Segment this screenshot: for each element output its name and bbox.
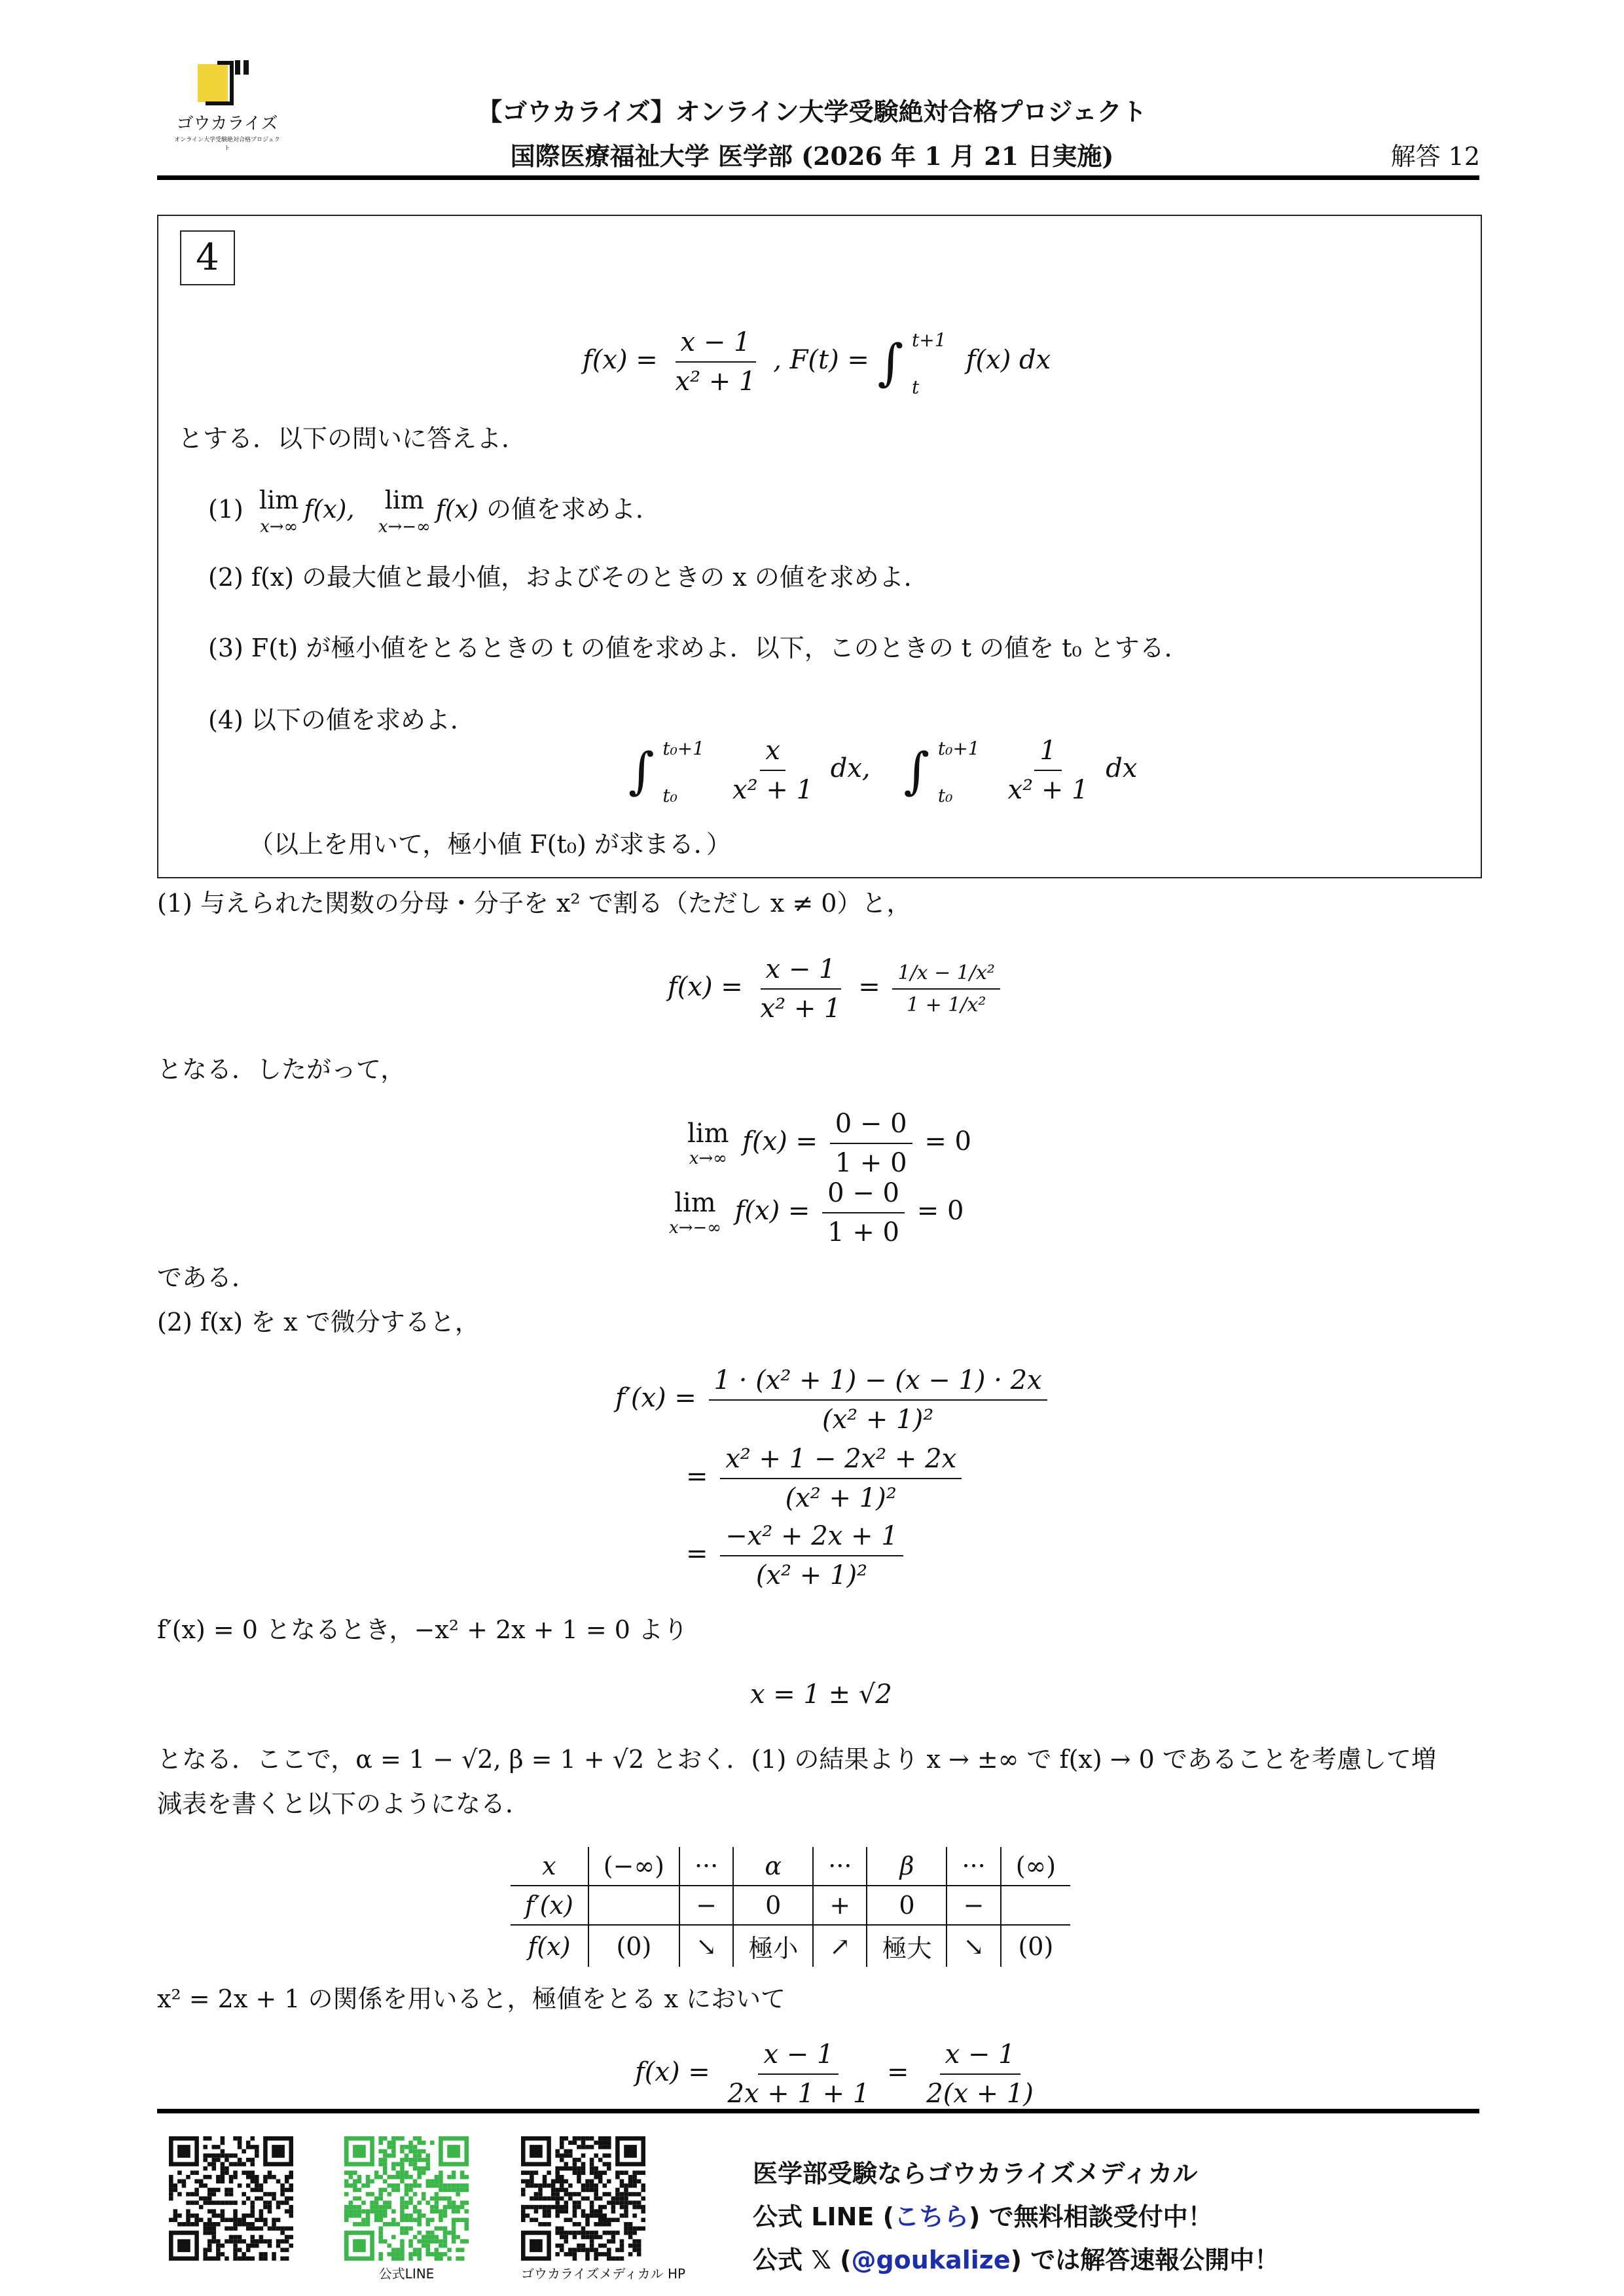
d1-lhs: f′(x) =: [615, 1383, 696, 1413]
problem-number: 4: [180, 230, 235, 285]
solution-1-then: となる．したがって，: [157, 1055, 406, 1084]
qr-hp[interactable]: [521, 2136, 685, 2282]
header-title-1: 【ゴウカライズ】オンライン大学受験絶対合格プロジェクト: [477, 97, 1147, 126]
variation-row: [511, 1847, 1070, 1886]
qr-code-hp-icon: [521, 2136, 645, 2261]
variation-cell: (0): [1001, 1925, 1070, 1967]
def-f-num: x − 1: [676, 327, 756, 363]
s1-lim1-sub: x→∞: [689, 1149, 727, 1168]
s1-den2: 1 + 1/x²: [907, 994, 986, 1016]
roots: x = 1 ± √2: [750, 1679, 892, 1710]
q4-lower-1: t₀: [662, 785, 677, 806]
footer-line-1: 医学部受験ならゴウカライズメディカル: [753, 2159, 1198, 2188]
q4-dx1: dx,: [830, 753, 871, 783]
qr-code-x-icon: [169, 2136, 293, 2261]
solution-1-head: (1) 与えられた関数の分母・分子を x² で割る（ただし x ≠ 0）と，: [157, 889, 912, 918]
solution-1-equation: [668, 954, 1004, 1024]
logo-text: ゴウカライズ: [176, 114, 278, 134]
derivative-line-1: [615, 1365, 1051, 1435]
q1-lim1-sub: x→∞: [260, 517, 298, 537]
q4-note: （以上を用いて，極小値 F(t₀) が求まる．）: [249, 830, 731, 859]
d3-den: (x² + 1)²: [755, 1560, 868, 1590]
s1-num2: 1/x − 1/x²: [892, 961, 1000, 990]
extremum-expression: [635, 2039, 1043, 2109]
variation-cell: x: [511, 1847, 588, 1886]
s1-lim2-den: 1 + 0: [827, 1217, 899, 1247]
s1-lim1: lim: [687, 1119, 729, 1149]
d1-den: (x² + 1)²: [822, 1405, 934, 1435]
variation-table: [511, 1847, 1070, 1967]
variation-cell: α: [733, 1847, 813, 1886]
footer-line-3: [753, 2240, 1279, 2276]
derivative-line-2: [686, 1444, 965, 1513]
derivative-zero: f′(x) = 0 となるとき，−x² + 2x + 1 = 0 より: [157, 1615, 689, 1644]
q4-upper-1: t₀+1: [662, 738, 705, 759]
ex-lhs: f(x) =: [635, 2057, 710, 2087]
q4-i1-den: x² + 1: [732, 775, 814, 805]
q1-label: (1): [208, 495, 244, 524]
def-F-body: f(x) dx: [965, 345, 1051, 375]
d2-eq: =: [686, 1462, 708, 1492]
s1-den: x² + 1: [760, 994, 841, 1024]
q1-tail: の値を求めよ．: [486, 495, 660, 524]
s1-lim1-num: 0 − 0: [830, 1109, 912, 1144]
variation-cell: ↗: [813, 1925, 867, 1967]
qr-x[interactable]: [169, 2136, 293, 2263]
qr-line-caption: 公式LINE: [378, 2266, 435, 2282]
variation-cell: −: [947, 1886, 1000, 1925]
logo-subtext: オンライン大学受験絶対合格プロジェクト: [174, 137, 280, 152]
def-F-lower: t: [912, 376, 920, 398]
variation-cell: +: [813, 1886, 867, 1925]
variation-cell: f(x): [528, 1931, 571, 1961]
s1-lim2: lim: [674, 1188, 716, 1218]
s1-num: x − 1: [761, 954, 841, 990]
q1-fx2: f(x): [435, 495, 478, 524]
q4-lower-2: t₀: [937, 785, 953, 806]
page-number: 解答 12: [1390, 142, 1480, 171]
d3-eq: =: [686, 1539, 708, 1569]
relation-text: x² = 2x + 1 の関係を用いると，極値をとる x において: [157, 1984, 786, 2013]
solution-1-limit-1: [687, 1109, 971, 1178]
variation-cell: 0: [733, 1886, 813, 1925]
q1-fx1: f(x),: [304, 495, 355, 524]
variation-cell: ↘: [679, 1925, 733, 1967]
variation-cell: [1001, 1886, 1070, 1925]
problem-definition: [583, 327, 1051, 397]
s1-fx1: f(x) =: [742, 1126, 818, 1157]
s1-lim2-sub: x→−∞: [669, 1218, 721, 1238]
variation-row: [511, 1925, 1070, 1967]
def-F-upper: t+1: [912, 329, 947, 351]
q4-i2-num: 1: [1034, 736, 1061, 771]
def-f-den: x² + 1: [675, 367, 756, 397]
s1-lim2-res: = 0: [916, 1196, 964, 1226]
solution-2-head: (2) f(x) を x で微分すると，: [157, 1308, 480, 1336]
variation-row: [511, 1886, 1070, 1925]
variation-cell: (∞): [1001, 1847, 1070, 1886]
ex-num: x − 1: [758, 2039, 839, 2075]
variation-cell: ↘: [947, 1925, 1000, 1967]
s1-eq: =: [858, 972, 880, 1002]
footer-line-2-a: 公式 LINE (: [753, 2202, 894, 2231]
q4-integrals: [628, 736, 1137, 805]
def-F-integral: ∫: [877, 332, 904, 391]
q4-integral-1: ∫: [628, 741, 655, 800]
line-link[interactable]: こちら: [893, 2202, 969, 2231]
header-title-2: 国際医療福祉大学 医学部 (2026 年 1 月 21 日実施): [510, 141, 1114, 171]
qr-hp-caption: ゴウカライズメディカル HP: [521, 2266, 686, 2282]
s1-lim1-den: 1 + 0: [835, 1148, 907, 1178]
d3-num: −x² + 2x + 1: [720, 1521, 903, 1556]
question-2: (2) f(x) の最大値と最小値，およびそのときの x の値を求めよ．: [208, 563, 929, 592]
footer-line-2-b: ) で無料相談受付中！: [968, 2202, 1213, 2231]
footer-rule: [157, 2109, 1479, 2113]
footer-line-3-a: 公式 𝕏 (: [753, 2246, 852, 2274]
footer-line-3-b: ) では解答速報公開中！: [1010, 2246, 1280, 2274]
variation-cell: f′(x): [511, 1886, 588, 1925]
variation-cell: ···: [813, 1847, 867, 1886]
variation-cell: (−∞): [588, 1847, 679, 1886]
qr-code-line-icon: [344, 2136, 469, 2261]
solution-2-para-2: 減表を書くと以下のようになる．: [157, 1789, 531, 1818]
ex-den: 2x + 1 + 1: [727, 2079, 870, 2109]
solution-1-limit-2: [669, 1178, 964, 1247]
footer-line-2: [753, 2197, 1213, 2233]
q4-i1-num: x: [760, 736, 785, 771]
variation-cell: 極大: [867, 1925, 947, 1967]
s1-fx2: f(x) =: [734, 1196, 810, 1226]
q1-lim2: lim: [384, 486, 424, 514]
s1-lhs: f(x) =: [668, 972, 743, 1002]
ex-num2: x − 1: [940, 2039, 1020, 2075]
q1-lim1: lim: [259, 486, 299, 514]
solution-2-para-1: となる．ここで，α = 1 − √2, β = 1 + √2 とおく．(1) の結果より x → ±∞ で f(x) → 0 であることを考慮して増: [157, 1745, 1436, 1774]
question-4: (4) 以下の値を求めよ．: [208, 706, 475, 734]
variation-cell: ···: [679, 1847, 733, 1886]
problem-intro: とする．以下の問いに答えよ．: [178, 424, 527, 453]
variation-cell: ···: [947, 1847, 1000, 1886]
variation-cell: 0: [867, 1886, 947, 1925]
q4-i2-den: x² + 1: [1007, 775, 1089, 805]
variation-cell: 極小: [733, 1925, 813, 1967]
header-rule: [157, 175, 1479, 180]
q1-lim2-sub: x→−∞: [378, 517, 431, 537]
ex-eq: =: [887, 2057, 909, 2087]
def-F-lhs: , F(t) =: [773, 345, 869, 375]
d1-num: 1 · (x² + 1) − (x − 1) · 2x: [709, 1365, 1047, 1401]
question-3: (3) F(t) が極小値をとるときの t の値を求めよ．以下，このときの t の値を t₀ とする．: [208, 634, 1189, 662]
variation-cell: β: [867, 1847, 947, 1886]
q4-integral-2: ∫: [903, 741, 930, 800]
derivative-line-3: [686, 1521, 907, 1590]
s1-lim2-num: 0 − 0: [822, 1178, 905, 1213]
s1-lim1-res: = 0: [924, 1126, 972, 1157]
variation-cell: −: [679, 1886, 733, 1925]
q4-dx2: dx: [1106, 753, 1138, 783]
variation-cell: (0): [588, 1925, 679, 1967]
def-f-lhs: f(x) =: [583, 345, 658, 375]
ex-den2: 2(x + 1): [926, 2079, 1034, 2109]
d2-num: x² + 1 − 2x² + 2x: [720, 1444, 962, 1479]
x-link[interactable]: @goukalize: [851, 2246, 1011, 2274]
question-1: [208, 484, 660, 539]
solution-1-end: である．: [157, 1263, 257, 1292]
variation-cell: [588, 1886, 679, 1925]
q4-upper-2: t₀+1: [937, 738, 980, 759]
qr-line[interactable]: [344, 2136, 469, 2282]
d2-den: (x² + 1)²: [785, 1483, 897, 1513]
